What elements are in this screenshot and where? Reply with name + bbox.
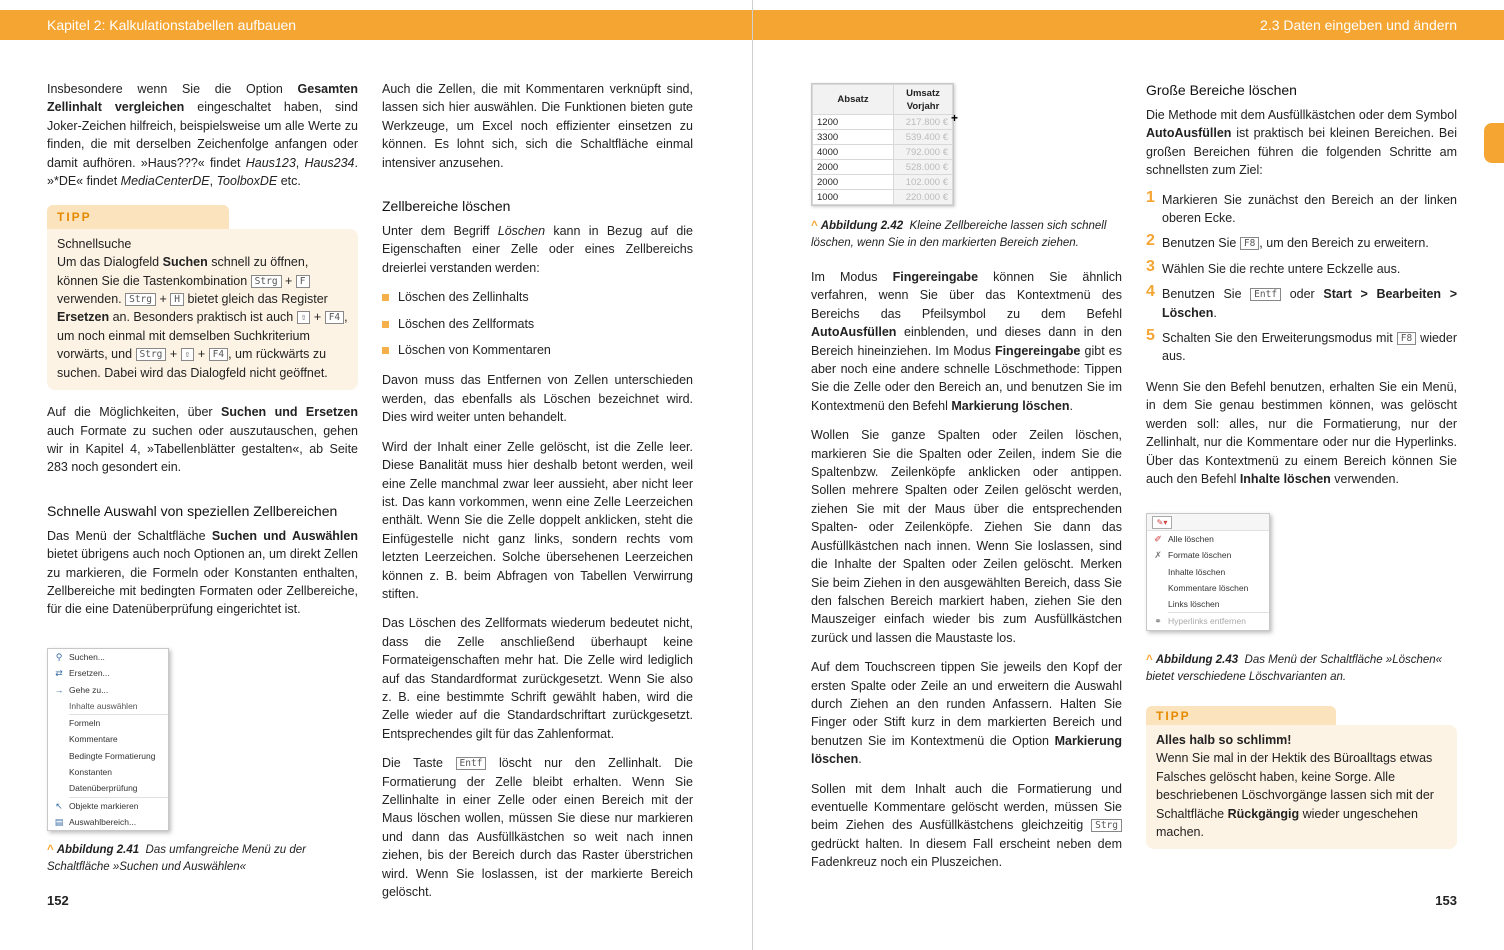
key-shift: ⇧	[297, 311, 311, 324]
menu-item	[1147, 564, 1269, 580]
running-header-left: Kapitel 2: Kalkulationstabellen aufbauen	[0, 10, 752, 40]
right-column-2	[1146, 80, 1457, 499]
table-row	[813, 175, 953, 190]
clear-button-bar	[1147, 514, 1269, 531]
clear-menu	[1146, 513, 1270, 631]
menu-item-label: Objekte markieren	[69, 800, 139, 811]
paragraph: Das Menü der Schaltfläche Suchen und Auswählen bietet übrigens auch noch Optionen an, um direkt Zellen zu markieren, die Formeln oder Konstanten enthalten, Zellbereiche mit bedingten Formaten oder Zellbereiche, für die eine Datenüberprüfung eingerichtet ist.	[47, 528, 358, 617]
paragraph: Im Modus Fingereingabe können Sie ähnlich verfahren, wenn Sie über das Kontextmenü des Bereichs das Pfeilsymbol zu dem Befehl AutoAusfüllen einblenden, und dieses dann in den Bereich hineinziehen. Im Modus Fingereingabe gibt es aber noch eine andere schnelle Löschmethode: Tippen Sie die Zelle oder den Bereich an, und benutzen Sie im Kontextmenü den Befehl Markierung löschen.	[811, 270, 1122, 413]
crosshair-plus-icon: +	[950, 111, 958, 125]
key-strg: Strg	[1091, 819, 1122, 832]
table-cell: 2000	[813, 160, 894, 175]
paragraph: Wird der Inhalt einer Zelle gelöscht, ist die Zelle leer. Diese Banalität muss hier deshalb betont werden, weil eine Zelle manchmal zwar leer aussieht, aber nicht leer ist. Das kann vorkommen, wenn eine Zelle Leerzeichen enthält. Wenn Sie die Zelle doppelt anklicken, steht die Einfügestelle nicht ganz links, sondern rechts vom letzten Leerzeichen. Solche übersehenen Leerzeichen können z. B. beim Abfragen von Tabellen Verwirrung stiften.	[382, 439, 693, 601]
clear-menu-items	[1147, 531, 1269, 630]
table-row	[813, 145, 953, 160]
menu-item	[48, 748, 168, 764]
menu-item-label: Bedingte Formatierung	[69, 750, 156, 761]
unlink-icon: ⚭	[1154, 616, 1162, 627]
step-list	[1146, 188, 1458, 366]
menu-item	[48, 665, 168, 681]
menu-item	[48, 764, 168, 780]
tip-text: Wenn Sie mal in der Hektik des Büroalltags etwas Falsches gelöscht haben, keine Sorge. Alle beschriebenen Löschvorgänge lassen sich mit der Schaltfläche Rückgängig wieder ungeschehen machen.	[1156, 751, 1434, 840]
key-strg: Strg	[136, 348, 167, 361]
table-cell: 539.400 €	[894, 130, 953, 145]
menu-item-label: Suchen...	[69, 652, 105, 662]
page-number: 152	[47, 893, 69, 908]
paragraph: Die Taste Entf löscht nur den Zellinhalt. Die Formatierung der Zelle bleibt erhalten. Wenn Sie Zellinhalte in einer Zelle oder einen Bereich mit der Maus löschen wollen, müssen Sie diese nur markieren und dann das Ausfüllkästchen so weit nach innen ziehen, bis der Bereich durch das Raster überstrichen wird. Wenn Sie loslassen, ist der markierte Bereich gelöscht.	[382, 756, 693, 900]
key-strg: Strg	[125, 293, 156, 306]
figure-caption-2-41: ^ Abbildung 2.41 Das umfangreiche Menü zu der Schaltfläche »Suchen und Auswählen«	[47, 844, 306, 873]
left-column-1	[47, 80, 358, 630]
menu-item	[48, 798, 168, 814]
menu-item-label: Kommentare löschen	[1168, 582, 1249, 593]
paragraph: Unter dem Begriff Löschen kann in Bezug auf die Eigenschaften einer Zelle oder eines Zellbereichs dreierlei verstanden werden:	[382, 224, 693, 275]
tip-text: Um das Dialogfeld Suchen schnell zu öffnen, können Sie die Tastenkombination Strg + F verwenden. Strg + H bietet gleich das Register Ersetzen an. Besonders praktisch ist auch ⇧ + F4 , um noch einmal mit demselben Suchkriterium vorwärts, und Strg + ⇧ + F4 , um rückwärts zu suchen. Dabei wird das Dialogfeld nicht geöffnet.	[57, 255, 348, 380]
search-select-menu	[47, 648, 169, 831]
paragraph: Sollen mit dem Inhalt auch die Formatierung und eventuelle Kommentare gelöscht werden, müssen Sie beim Ziehen des Ausfüllkästchens gleichzeitig Strg gedrückt halten. In diesem Fall erscheint neben dem Fadenkreuz noch ein Pluszeichen.	[811, 781, 1122, 870]
key-strg: Strg	[251, 275, 282, 288]
menu-item-label: Inhalte auswählen	[69, 700, 138, 711]
paragraph: Wollen Sie ganze Spalten oder Zeilen löschen, markieren Sie die Spalten oder Zeilen, indem Sie die Spaltenbzw. Zeilenköpfe anklicken oder antippen. Sollen mehrere Spalten oder Zeilen gelöscht werden, ziehen Sie mit der Maus über die entsprechenden Spalten- oder Zeilenköpfe. Ziehen Sie dann das Ausfüllkästchen nach innen. Wenn Sie loslassen, sind die Inhalte der Spalten oder Zeilen gelöscht. Merken Sie beim Ziehen in den ausgewählten Bereich, dass Sie den falschen Bereich markiert haben, ziehen Sie den Mauszeiger einfach wieder bis zum Ausfüllkästchen zurück und lassen die Maustaste los.	[811, 428, 1122, 645]
menu-item	[1147, 596, 1269, 612]
selection-pane-icon: ▤	[54, 816, 64, 827]
table-row	[813, 115, 953, 130]
menu-item-label: Formate löschen	[1168, 550, 1232, 561]
key-f8: F8	[1240, 237, 1259, 250]
key-f4: F4	[209, 348, 228, 361]
tip-label: TIPP	[47, 205, 229, 228]
menu-item	[48, 715, 168, 731]
menu-item	[48, 731, 168, 747]
menu-item	[48, 698, 168, 714]
table-cell: 4000	[813, 145, 894, 160]
paragraph: Die Methode mit dem Ausfüllkästchen oder dem Symbol AutoAusfüllen ist praktisch bei kleinen Bereichen. Bei großen Bereichen führen die folgenden Schritte am schnellsten zum Ziel:	[1146, 108, 1457, 178]
left-column-2	[382, 80, 693, 912]
table-row	[813, 160, 953, 175]
bullet-list	[382, 288, 693, 359]
tip-box-schnellsuche	[47, 205, 358, 390]
menu-item	[48, 682, 168, 698]
table-cell: 1200	[813, 115, 894, 130]
menu-item-label: Konstanten	[69, 767, 113, 778]
menu-item-label: Datenüberprüfung	[69, 783, 138, 794]
arrow-right-icon: →	[54, 684, 64, 695]
section-heading: Schnelle Auswahl von speziellen Zellbereichen	[47, 502, 338, 519]
menu-item	[1147, 580, 1269, 596]
key-entf: Entf	[456, 757, 487, 770]
step-item: 2 Benutzen Sie F8 , um den Bereich zu erweitern.	[1146, 232, 1429, 251]
key-shift: ⇧	[181, 348, 195, 361]
running-header-right: 2.3 Daten eingeben und ändern	[753, 10, 1504, 40]
eraser-icon: ✎▾	[1152, 516, 1172, 529]
column-header: Absatz	[813, 85, 894, 115]
table-cell: 1000	[813, 190, 894, 205]
table-cell: 217.800 € +	[894, 115, 953, 130]
tip-label: TIPP	[1146, 706, 1336, 725]
section-heading: Zellbereiche löschen	[382, 198, 511, 215]
table-cell: 220.000 €	[894, 190, 953, 205]
cursor-icon: ↖	[55, 800, 63, 811]
figure-caption-2-43: ^ Abbildung 2.43 Das Menü der Schaltfläche »Löschen« bietet verschiedene Löschvarianten an.	[1146, 654, 1443, 683]
binoculars-icon: ⚲	[55, 652, 63, 662]
paragraph: Auf die Möglichkeiten, über Suchen und Ersetzen auch Formate zu suchen oder auszutauschen, gehen wir in Kapitel 4, »Tabellenblätter gestalten«, ab Seite 283 noch gesondert ein.	[47, 405, 358, 475]
paragraph: Wenn Sie den Befehl benutzen, erhalten Sie ein Menü, in dem Sie genau bestimmen können, was gelöscht werden soll: alles, nur die Formatierung, nur der Zellinhalt, nur die Kommentare oder nur die Hyperlinks. Über das Kontextmenü zu einem Bereich können Sie auch den Befehl Inhalte löschen verwenden.	[1146, 379, 1457, 486]
table-cell: 792.000 €	[894, 145, 953, 160]
table-cell: 528.000 €	[894, 160, 953, 175]
figure-caption-2-42: ^ Abbildung 2.42 Kleine Zellbereiche lassen sich schnell löschen, wenn Sie in den markierten Bereich ziehen.	[811, 220, 1107, 249]
right-column-1	[811, 268, 1122, 883]
paragraph: Insbesondere wenn Sie die Option Gesamten Zellinhalt vergleichen eingeschaltet haben, sind Joker-Zeichen hilfreich, beispielsweise um alle Werte zu finden, die mit derselben Zeichenfolge anfangen oder damit aufhören. »Haus???« findet Haus123, Haus234. »*DE« findet MediaCenterDE, ToolboxDE etc.	[47, 82, 358, 189]
menu-item	[48, 814, 168, 830]
menu-item-label: Formeln	[69, 718, 101, 729]
table-row	[813, 190, 953, 205]
tip-box-rueckgaengig	[1146, 706, 1457, 849]
menu-item-label: Auswahlbereich...	[69, 816, 137, 827]
table-cell: 102.000 €	[894, 175, 953, 190]
menu-item-label: Gehe zu...	[69, 684, 109, 695]
spreadsheet-excerpt	[811, 83, 958, 206]
tip-title: Schnellsuche	[57, 236, 132, 251]
tip-title: Alles halb so schlimm!	[1156, 733, 1292, 747]
paragraph: Das Löschen des Zellformats wiederum bedeutet nicht, dass die Zelle anschließend überhaupt keine Formateigenschaften mehr hat. Die Zelle wird lediglich auf das Standardformat zurückgesetzt. Wenn Sie also z. B. eine bestimmte Schrift gewählt haben, wird die Zelle wieder auf die Standardschriftart zurückgesetzt. Entsprechendes gilt für das Zahlenformat.	[382, 616, 693, 741]
key-entf: Entf	[1250, 288, 1281, 301]
menu-item-label: Kommentare	[69, 734, 118, 745]
list-item: Löschen von Kommentaren	[382, 341, 693, 359]
tip-content	[1146, 725, 1457, 849]
step-item: 3 Wählen Sie die rechte untere Eckzelle aus.	[1146, 257, 1401, 276]
menu-item	[48, 780, 168, 796]
menu-item-label: Alle löschen	[1168, 534, 1214, 544]
right-page	[753, 0, 1504, 950]
key-f8: F8	[1397, 332, 1416, 345]
step-item: 5 Schalten Sie den Erweiterungsmodus mit F8 wieder aus.	[1146, 327, 1457, 364]
tip-content	[47, 229, 358, 390]
list-item: Löschen des Zellformats	[382, 315, 693, 333]
paragraph: Davon muss das Entfernen von Zellen unterschieden werden, das ebenfalls als Löschen bezeichnet wird. Dies wird weiter unten behandelt.	[382, 373, 693, 425]
key-h: H	[170, 293, 184, 306]
page-number: 153	[1435, 893, 1457, 908]
menu-item-label: Ersetzen...	[69, 668, 110, 679]
key-f: F	[296, 275, 310, 288]
table-cell: 3300	[813, 130, 894, 145]
menu-item	[1147, 613, 1269, 629]
section-heading: Große Bereiche löschen	[1146, 82, 1297, 98]
menu-item	[1147, 531, 1269, 547]
step-item: 4 Benutzen Sie Entf oder Start > Bearbeiten > Löschen.	[1146, 283, 1458, 320]
menu-item	[48, 649, 168, 665]
table-row	[813, 130, 953, 145]
table-cell: 2000	[813, 175, 894, 190]
thumb-index-tab	[1484, 123, 1504, 163]
paragraph: Auf dem Touchscreen tippen Sie jeweils den Kopf der ersten Spalte oder Zeile an und erweitern die Auswahl durch Ziehen an den runden Anfassern. Halten Sie Finger oder Stift kurz in dem markierten Bereich und benutzen Sie im Kontextmenü die Option Markierung löschen.	[811, 660, 1122, 767]
list-item: Löschen des Zellinhalts	[382, 288, 693, 306]
column-header: Umsatz Vorjahr	[894, 85, 953, 115]
menu-item-label: Hyperlinks entfernen	[1168, 616, 1246, 627]
paragraph: Auch die Zellen, die mit Kommentaren verknüpft sind, lassen sich hier auswählen. Die Funktionen bieten gute Werkzeuge, um Excel noch effizienter einsetzen zu können. Es lohnt sich, sich die Schaltfläche einmal intensiver anzusehen.	[382, 82, 693, 170]
step-item: 1 Markieren Sie zunächst den Bereich an der linken oberen Ecke.	[1146, 188, 1457, 226]
menu-item	[1147, 547, 1269, 563]
replace-icon: ⇄	[55, 668, 63, 679]
key-f4: F4	[325, 311, 344, 324]
eraser-icon: ✐	[1154, 534, 1162, 544]
format-clear-icon: ✗	[1154, 550, 1162, 561]
menu-item-label: Inhalte löschen	[1168, 566, 1226, 577]
menu-item-label: Links löschen	[1168, 599, 1220, 610]
